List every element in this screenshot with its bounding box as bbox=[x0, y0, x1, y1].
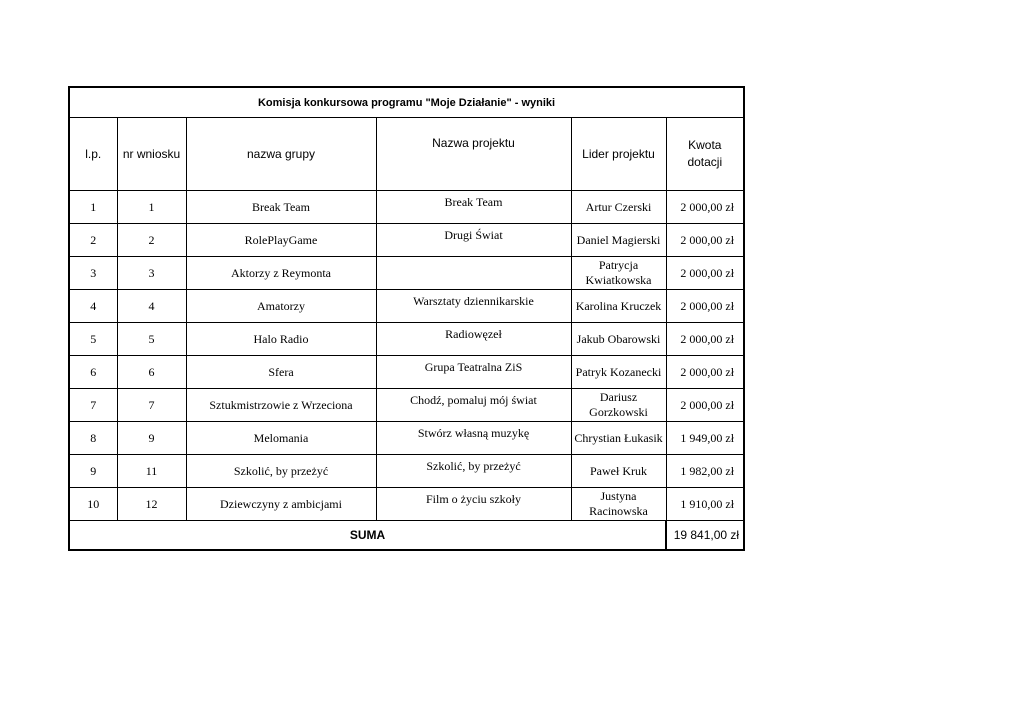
lider-line: Justyna bbox=[600, 489, 637, 503]
cell-nazwa-grupy: Dziewczyny z ambicjami bbox=[186, 488, 376, 521]
cell-nr-wniosku: 3 bbox=[117, 257, 186, 290]
lider-line: Jakub Obarowski bbox=[576, 331, 661, 346]
lider-line: Karolina Kruczek bbox=[575, 298, 662, 313]
cell-kwota-dotacji: 1 910,00 zł bbox=[666, 488, 744, 521]
cell-kwota-dotacji: 2 000,00 zł bbox=[666, 290, 744, 323]
cell-nazwa-grupy: Amatorzy bbox=[186, 290, 376, 323]
cell-nazwa-grupy: RolePlayGame bbox=[186, 224, 376, 257]
header-row bbox=[69, 118, 744, 191]
cell-kwota-dotacji: 2 000,00 zł bbox=[666, 323, 744, 356]
cell-nazwa-grupy: Halo Radio bbox=[186, 323, 376, 356]
cell-nazwa-projektu: Stwórz własną muzykę bbox=[376, 422, 571, 455]
cell-nazwa-projektu: Chodź, pomaluj mój świat bbox=[376, 389, 571, 422]
cell-lider-projektu bbox=[571, 257, 666, 290]
cell-nazwa-grupy: Melomania bbox=[186, 422, 376, 455]
cell-lp: 6 bbox=[69, 356, 117, 389]
cell-nazwa-projektu: Szkolić, by przeżyć bbox=[376, 455, 571, 488]
lider-line: Artur Czerski bbox=[585, 199, 652, 214]
cell-nr-wniosku: 11 bbox=[117, 455, 186, 488]
cell-lider-projektu bbox=[571, 323, 666, 356]
cell-nazwa-projektu: Break Team bbox=[376, 191, 571, 224]
cell-nazwa-projektu: Radiowęzeł bbox=[376, 323, 571, 356]
cell-kwota-dotacji: 2 000,00 zł bbox=[666, 356, 744, 389]
summary-label: SUMA bbox=[69, 521, 666, 551]
cell-lp: 9 bbox=[69, 455, 117, 488]
cell-nazwa-projektu: Grupa Teatralna ZiS bbox=[376, 356, 571, 389]
summary-row bbox=[69, 521, 744, 551]
header-kwota-dotacji: Kwota dotacji bbox=[666, 118, 744, 191]
cell-lider-projektu bbox=[571, 290, 666, 323]
cell-nr-wniosku: 5 bbox=[117, 323, 186, 356]
cell-lider-projektu bbox=[571, 191, 666, 224]
lider-line: Chrystian Łukasik bbox=[574, 430, 663, 445]
cell-kwota-dotacji: 1 982,00 zł bbox=[666, 455, 744, 488]
cell-kwota-dotacji: 2 000,00 zł bbox=[666, 389, 744, 422]
header-lp: l.p. bbox=[69, 118, 117, 191]
cell-kwota-dotacji: 2 000,00 zł bbox=[666, 191, 744, 224]
table-row bbox=[69, 488, 744, 521]
lider-line: Gorzkowski bbox=[589, 405, 648, 419]
cell-lp: 7 bbox=[69, 389, 117, 422]
table-row bbox=[69, 290, 744, 323]
cell-nazwa-grupy: Sztukmistrzowie z Wrzeciona bbox=[186, 389, 376, 422]
cell-lp: 1 bbox=[69, 191, 117, 224]
cell-lider-projektu bbox=[571, 455, 666, 488]
lider-line: Kwiatkowska bbox=[585, 273, 652, 287]
cell-lider-projektu bbox=[571, 356, 666, 389]
lider-line: Racinowska bbox=[589, 504, 648, 518]
lider-line: Dariusz bbox=[599, 390, 638, 404]
table-row bbox=[69, 224, 744, 257]
cell-kwota-dotacji: 2 000,00 zł bbox=[666, 257, 744, 290]
header-nazwa-grupy: nazwa grupy bbox=[186, 118, 376, 191]
cell-nazwa-projektu: Drugi Świat bbox=[376, 224, 571, 257]
table-row bbox=[69, 323, 744, 356]
header-nr-wniosku: nr wniosku bbox=[117, 118, 186, 191]
cell-lp: 5 bbox=[69, 323, 117, 356]
cell-nazwa-projektu: Film o życiu szkoły bbox=[376, 488, 571, 521]
cell-nr-wniosku: 1 bbox=[117, 191, 186, 224]
cell-lider-projektu bbox=[571, 488, 666, 521]
cell-lider-projektu bbox=[571, 422, 666, 455]
cell-nazwa-projektu: Warsztaty dziennikarskie bbox=[376, 290, 571, 323]
summary-value: 19 841,00 zł bbox=[666, 521, 744, 551]
cell-nr-wniosku: 2 bbox=[117, 224, 186, 257]
cell-nr-wniosku: 9 bbox=[117, 422, 186, 455]
cell-nr-wniosku: 12 bbox=[117, 488, 186, 521]
cell-kwota-dotacji: 2 000,00 zł bbox=[666, 224, 744, 257]
cell-lider-projektu bbox=[571, 224, 666, 257]
table-title: Komisja konkursowa programu "Moje Działanie" - wyniki bbox=[69, 87, 744, 118]
cell-nr-wniosku: 6 bbox=[117, 356, 186, 389]
cell-kwota-dotacji: 1 949,00 zł bbox=[666, 422, 744, 455]
cell-lp: 10 bbox=[69, 488, 117, 521]
cell-nazwa-grupy: Aktorzy z Reymonta bbox=[186, 257, 376, 290]
lider-line: Patryk Kozanecki bbox=[575, 364, 662, 379]
cell-nazwa-grupy: Sfera bbox=[186, 356, 376, 389]
cell-lp: 8 bbox=[69, 422, 117, 455]
cell-lp: 3 bbox=[69, 257, 117, 290]
cell-nr-wniosku: 7 bbox=[117, 389, 186, 422]
header-lider-projektu: Lider projektu bbox=[571, 118, 666, 191]
cell-lp: 2 bbox=[69, 224, 117, 257]
table-row bbox=[69, 191, 744, 224]
cell-nr-wniosku: 4 bbox=[117, 290, 186, 323]
cell-nazwa-projektu bbox=[376, 257, 571, 290]
header-nazwa-projektu: Nazwa projektu bbox=[376, 118, 571, 191]
results-table bbox=[68, 86, 745, 551]
cell-lider-projektu bbox=[571, 389, 666, 422]
table-row bbox=[69, 257, 744, 290]
table-row bbox=[69, 389, 744, 422]
table-row bbox=[69, 455, 744, 488]
table-row bbox=[69, 356, 744, 389]
lider-line: Daniel Magierski bbox=[576, 232, 661, 247]
cell-lp: 4 bbox=[69, 290, 117, 323]
lider-line: Paweł Kruk bbox=[590, 463, 647, 478]
table-row bbox=[69, 422, 744, 455]
lider-line: Patrycja bbox=[598, 258, 639, 272]
cell-nazwa-grupy: Break Team bbox=[186, 191, 376, 224]
cell-nazwa-grupy: Szkolić, by przeżyć bbox=[186, 455, 376, 488]
